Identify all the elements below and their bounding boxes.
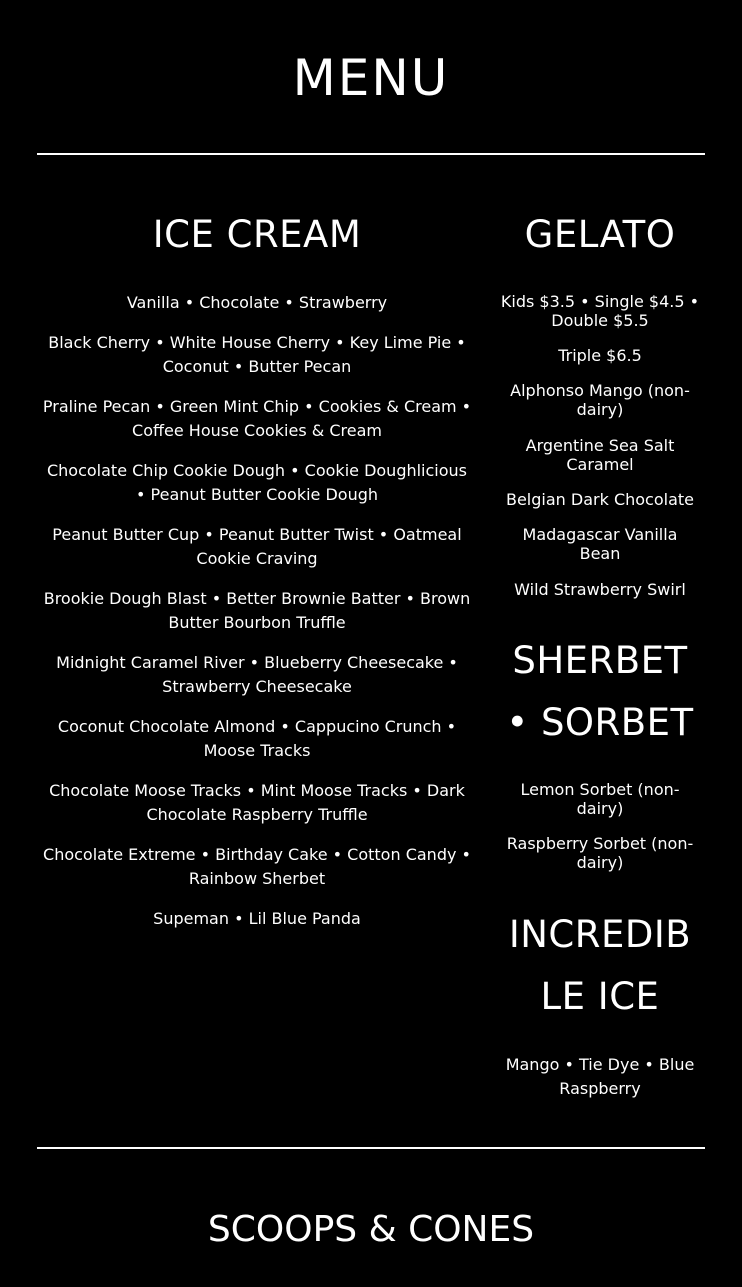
ice-cream-row: Peanut Butter Cup • Peanut Butter Twist • Oatmeal Cookie Craving [52,525,462,568]
ice-cream-row: Black Cherry • White House Cherry • Key Lime Pie • Coconut • Butter Pecan [48,333,466,376]
sherbet-row: Lemon Sorbet (non-dairy) [520,780,680,818]
gelato-row: Belgian Dark Chocolate [505,490,694,509]
ice-cream-row: Brookie Dough Blast • Better Brownie Batter • Brown Butter Bourbon Truffle [43,589,471,632]
ice-cream-heading: ICE CREAM [152,213,362,256]
gelato-row: Kids $3.5 • Single $4.5 • Double $5.5 [500,292,700,330]
gelato-row: Argentine Sea Salt Caramel [525,436,675,474]
ice-cream-row: Coconut Chocolate Almond • Cappucino Crunch • Moose Tracks [57,717,457,760]
ice-cream-row: Praline Pecan • Green Mint Chip • Cookies & Cream • Coffee House Cookies & Cream [42,397,472,440]
bottom-divider [37,1147,705,1149]
sherbet-heading: SHERBET • SORBET [506,639,694,744]
ice-cream-row: Vanilla • Chocolate • Strawberry [126,293,388,312]
gelato-row: Wild Strawberry Swirl [514,580,686,599]
ice-cream-row: Chocolate Extreme • Birthday Cake • Cotton Candy • Rainbow Sherbet [43,845,471,888]
gelato-heading: GELATO [524,213,676,256]
gelato-row: Madagascar Vanilla Bean [522,525,678,563]
ice-cream-row: Midnight Caramel River • Blueberry Cheesecake • Strawberry Cheesecake [56,653,458,696]
page-title: MENU [292,49,450,107]
top-divider [37,153,705,155]
gelato-row: Triple $6.5 [558,346,642,365]
ice-cream-row: Supeman • Lil Blue Panda [153,909,361,928]
incredible-ice-row: Mango • Tie Dye • Blue Raspberry [505,1055,695,1098]
gelato-row: Alphonso Mango (non-dairy) [510,381,690,419]
incredible-ice-heading: INCREDIBLE ICE [508,913,692,1018]
ice-cream-row: Chocolate Chip Cookie Dough • Cookie Doughlicious • Peanut Butter Cookie Dough [46,461,468,504]
ice-cream-row: Chocolate Moose Tracks • Mint Moose Tracks • Dark Chocolate Raspberry Truffle [49,781,465,824]
sherbet-row: Raspberry Sorbet (non-dairy) [506,834,694,872]
scoops-cones-heading: SCOOPS & CONES [207,1209,535,1250]
